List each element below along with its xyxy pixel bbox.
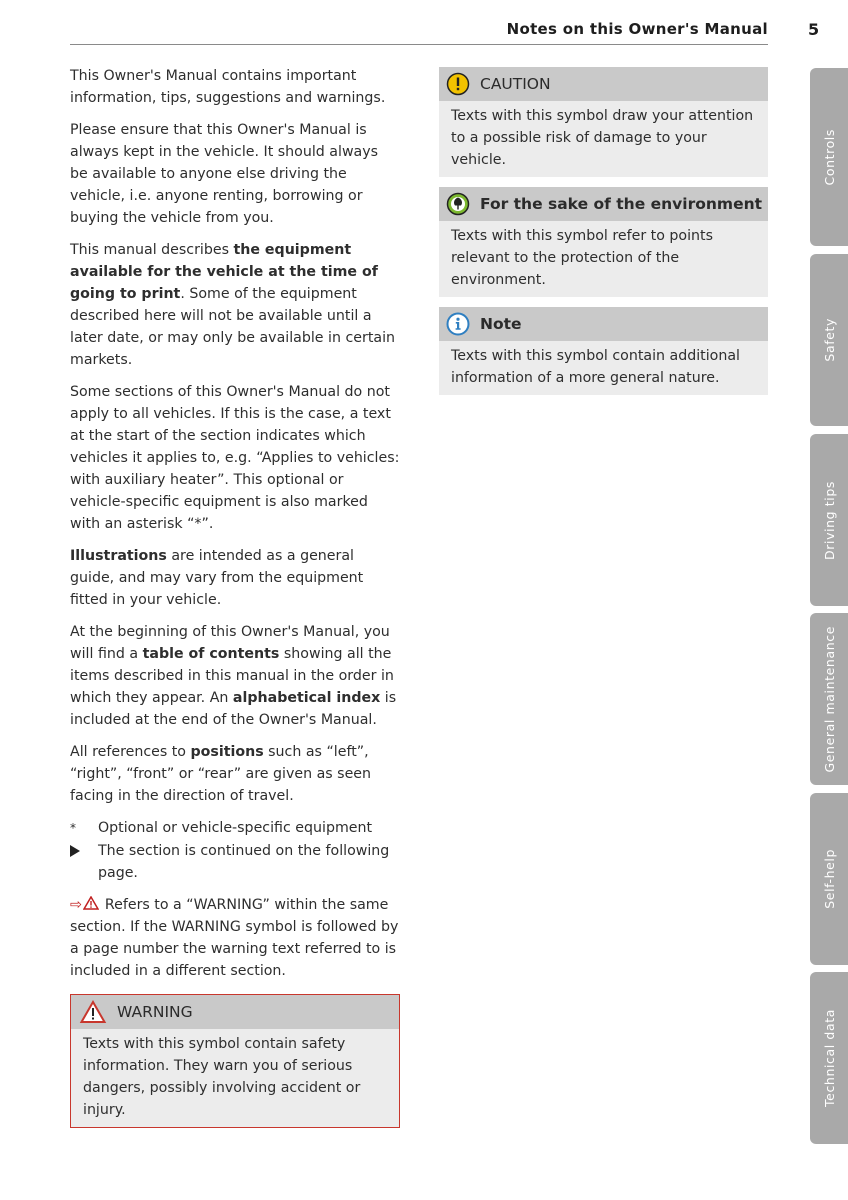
left-column	[70, 65, 400, 1128]
continued-triangle-icon	[70, 840, 98, 884]
page-number: 5	[808, 20, 820, 39]
legend-text: The section is continued on the following page.	[98, 843, 390, 881]
tab-controls[interactable]: Controls	[810, 68, 848, 246]
info-icon	[446, 312, 470, 336]
warning-box	[70, 994, 400, 1128]
caution-icon	[446, 72, 470, 96]
legend-text: Optional or vehicle-specific equipment	[98, 820, 373, 836]
keep-in-vehicle-paragraph: Please ensure that this Owner's Manual is always kept in the vehicle. It should always be available to anyone else driving the vehicle, i.e. anyone renting, borrowing or buying the vehicle from you.	[70, 122, 379, 226]
intro-paragraph: This Owner's Manual contains important information, tips, suggestions and warnings.	[70, 68, 386, 106]
warning-reference-paragraph: ⇨ Refers to a “WARNING” within the same section. If the WARNING symbol is followed by a page number the warning text referred to is included in a different section.	[70, 897, 399, 979]
note-box-body: Texts with this symbol contain additional information of a more general nature.	[439, 341, 768, 395]
legend-item-continued	[70, 840, 400, 884]
tab-general-maintenance[interactable]: General maintenance	[810, 613, 848, 785]
caution-box-header	[439, 67, 768, 101]
positions-paragraph: All references to positions such as “left”, “right”, “front” or “rear” are given as seen facing in the direction of travel.	[70, 744, 372, 804]
environment-box-header	[439, 187, 768, 221]
equipment-paragraph: This manual describes the equipment available for the vehicle at the time of going to print. Some of the equipment described here will not be available until a later date, or may only be available in certain markets.	[70, 242, 396, 368]
tab-technical-data[interactable]: Technical data	[810, 972, 848, 1144]
note-box-header	[439, 307, 768, 341]
environment-box-title: For the sake of the environment	[480, 195, 763, 213]
warning-box-header	[71, 995, 399, 1029]
sections-note-paragraph: Some sections of this Owner's Manual do not apply to all vehicles. If this is the case, a text at the start of the section indicates which vehicles it applies to, e.g. “Applies to vehicles: with auxiliary heater”. This optional or vehicle-specific equipment is also marked with an asterisk “*”.	[70, 384, 400, 532]
caution-box-body: Texts with this symbol draw your attention to a possible risk of damage to your vehicle.	[439, 101, 768, 177]
asterisk-symbol: *	[70, 821, 76, 835]
warning-box-body: Texts with this symbol contain safety information. They warn you of serious dangers, possibly involving accident or injury.	[71, 1029, 399, 1127]
environment-icon	[446, 192, 470, 216]
note-box-title: Note	[480, 315, 522, 333]
note-box	[439, 307, 768, 395]
page-section-title: Notes on this Owner's Manual	[506, 20, 768, 38]
illustrations-paragraph: Illustrations are intended as a general guide, and may vary from the equipment fitted in your vehicle.	[70, 548, 364, 608]
right-column	[439, 67, 768, 405]
warning-triangle-small-icon	[83, 896, 99, 910]
legend-item-asterisk	[70, 817, 400, 839]
environment-box	[439, 187, 768, 297]
environment-box-body: Texts with this symbol refer to points relevant to the protection of the environment.	[439, 221, 768, 297]
warning-box-title: WARNING	[117, 1003, 193, 1021]
header-rule	[70, 44, 768, 45]
tab-driving-tips[interactable]: Driving tips	[810, 434, 848, 606]
tab-self-help[interactable]: Self-help	[810, 793, 848, 965]
reference-arrow-icon: ⇨	[70, 897, 82, 913]
caution-box	[439, 67, 768, 177]
toc-paragraph: At the beginning of this Owner's Manual, you will find a table of contents showing all the items described in this manual in the order in which they appear. An alphabetical index is included at the end of the Owner's Manual.	[70, 624, 397, 728]
tab-safety[interactable]: Safety	[810, 254, 848, 426]
warning-triangle-icon	[79, 1000, 107, 1024]
caution-box-title: CAUTION	[480, 75, 551, 93]
